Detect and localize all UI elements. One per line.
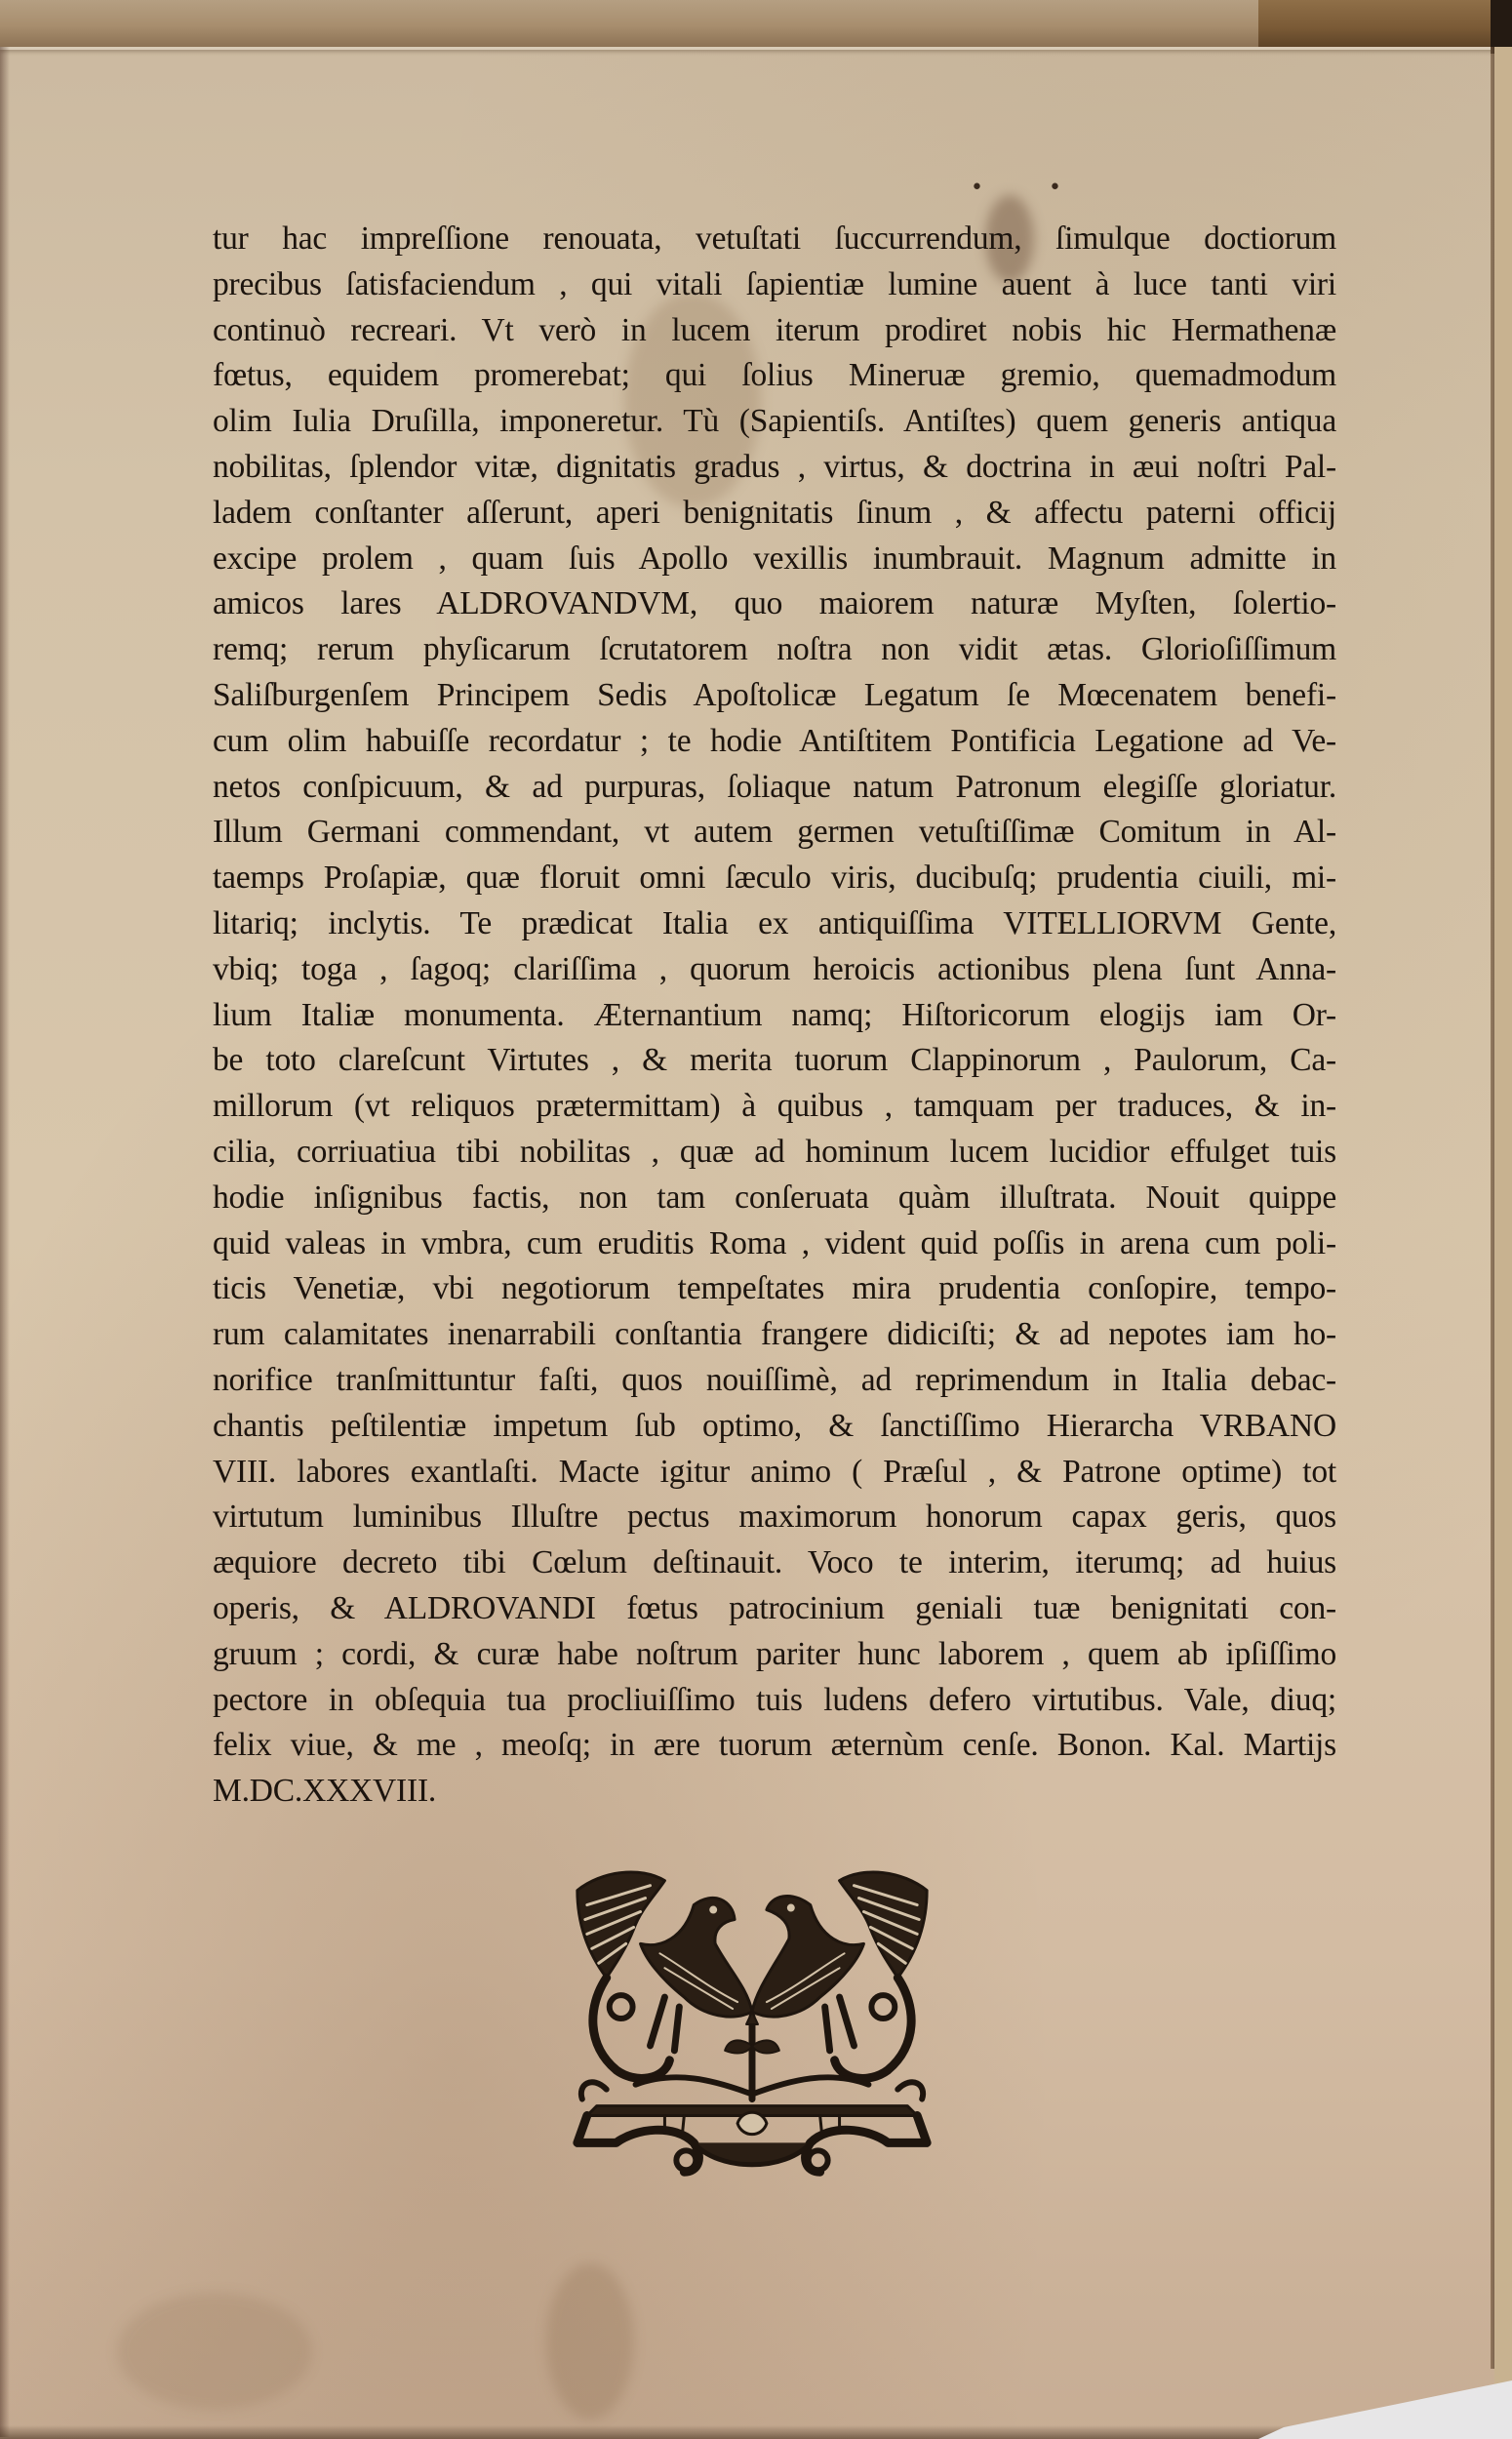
text-line: precibus ſatisfaciendum , qui vitali ſapientiæ lumine auent à luce tanti viri bbox=[213, 265, 1336, 302]
text-line: taemps Proſapiæ, quæ floruit omni ſæculo viris, ducibuſq; prudentia ciuili, mi- bbox=[213, 860, 1336, 897]
text-line: virtutum luminibus Illuſtre pectus maximorum honorum capax geris, quos bbox=[213, 1499, 1336, 1536]
dedication-body-text bbox=[213, 217, 1336, 1815]
text-line: æquiore decreto tibi Cœlum deſtinauit. Voco te interim, iterumq; ad huius bbox=[213, 1544, 1336, 1581]
text-line: hodie inſignibus factis, non tam conſeruata quàm illuſtrata. Nouit quippe bbox=[213, 1179, 1336, 1216]
text-line: chantis peſtilentiæ impetum ſub optimo, & ſanctiſſimo Hierarcha VRBANO bbox=[213, 1407, 1336, 1444]
text-line: excipe prolem , quam ſuis Apollo vexillis inumbrauit. Magnum admitte in bbox=[213, 540, 1336, 577]
text-line: rum calamitates inenarrabili conſtantia frangere didiciſti; & ad nepotes iam ho- bbox=[213, 1316, 1336, 1353]
text-line: ticis Venetiæ, vbi negotiorum tempeſtates mira prudentia conſopire, tempo- bbox=[213, 1270, 1336, 1307]
text-line: cilia, corriuatiua tibi nobilitas , quæ ad hominum lucem lucidior effulget tuis bbox=[213, 1133, 1336, 1170]
page-corner-dark bbox=[1491, 0, 1512, 54]
text-line: VIII. labores exantlaſti. Macte igitur animo ( Præſul , & Patrone optime) tot bbox=[213, 1453, 1336, 1490]
page-right-margin-strip bbox=[1494, 47, 1512, 2388]
text-line: nobilitas, ſplendor vitæ, dignitatis gradus , virtus, & doctrina in æui noſtri Pal- bbox=[213, 448, 1336, 485]
text-line: fœtus, equidem promerebat; qui ſolius Mineruæ gremio, quemadmodum bbox=[213, 357, 1336, 394]
text-line: continuò recreari. Vt verò in lucem iterum prodiret nobis hic Hermathenæ bbox=[213, 311, 1336, 348]
text-line: pectore in obſequia tua procliuiſſimo tuis ludens defero virtutibus. Vale, diuq; bbox=[213, 1681, 1336, 1718]
text-line: litariq; inclytis. Te prædicat Italia ex antiquiſſima VITELLIORVM Gente, bbox=[213, 904, 1336, 941]
text-line: cum olim habuiſſe recordatur ; te hodie Antiſtitem Pontificia Legatione ad Ve- bbox=[213, 722, 1336, 759]
page-left-shadow bbox=[0, 47, 10, 2437]
woodcut-dragons-ornament bbox=[548, 1851, 956, 2182]
page-right-fold-line bbox=[1491, 47, 1494, 2369]
text-line: lium Italiæ monumenta. Æternantium namq; Hiſtoricorum elogijs iam Or- bbox=[213, 996, 1336, 1033]
page-top-edge-shadow bbox=[1258, 0, 1512, 47]
text-line: ladem conſtanter aſſerunt, aperi benignitatis ſinum , & affectu paterni officij bbox=[213, 494, 1336, 531]
text-line: Saliſburgenſem Principem Sedis Apoſtolicæ Legatum ſe Mœcenatem benefi- bbox=[213, 676, 1336, 713]
paper-stain bbox=[117, 2293, 312, 2410]
text-line: netos conſpicuum, & ad purpuras, ſoliaque natum Patronum elegiſſe gloriatur. bbox=[213, 768, 1336, 805]
date-line: M.DC.XXXVIII. bbox=[213, 1773, 437, 1810]
scan-background-corner bbox=[1258, 2380, 1512, 2439]
text-line: millorum (vt reliquos prætermittam) à quibus , tamquam per traduces, & in- bbox=[213, 1088, 1336, 1125]
text-line: operis, & ALDROVANDI fœtus patrocinium geniali tuæ benignitati con- bbox=[213, 1589, 1336, 1626]
signature-marks: • • bbox=[971, 176, 1091, 200]
text-line: Illum Germani commendant, vt autem germen vetuſtiſſimæ Comitum in Al- bbox=[213, 814, 1336, 851]
text-line: olim Iulia Druſilla, imponeretur. Tù (Sapientiſs. Antiſtes) quem generis antiqua bbox=[213, 403, 1336, 440]
text-line: be toto clareſcunt Virtutes , & merita tuorum Clappinorum , Paulorum, Ca- bbox=[213, 1042, 1336, 1079]
text-line: tur hac impreſſione renouata, vetuſtati ſuccurrendum, ſimulque doctiorum bbox=[213, 220, 1336, 257]
text-line: amicos lares ALDROVANDVM, quo maiorem naturæ Myſten, ſolertio- bbox=[213, 585, 1336, 622]
text-line: felix viue, & me , meoſq; in ære tuorum æternùm cenſe. Bonon. Kal. Martijs bbox=[213, 1727, 1336, 1764]
text-line: norifice tranſmittuntur faſti, quos nouiſſimè, ad reprimendum in Italia debac- bbox=[213, 1361, 1336, 1398]
paper-stain bbox=[546, 2263, 634, 2419]
text-line: vbiq; toga , ſagoq; clariſſima , quorum heroicis actionibus plena ſunt Anna- bbox=[213, 950, 1336, 987]
text-line: remq; rerum phyſicarum ſcrutatorem noſtra non vidit ætas. Glorioſiſſimum bbox=[213, 631, 1336, 668]
text-line: quid valeas in vmbra, cum eruditis Roma , vident quid poſſis in arena cum poli- bbox=[213, 1224, 1336, 1261]
text-line: gruum ; cordi, & curæ habe noſtrum pariter hunc laborem , quem ab ipſiſſimo bbox=[213, 1635, 1336, 1672]
